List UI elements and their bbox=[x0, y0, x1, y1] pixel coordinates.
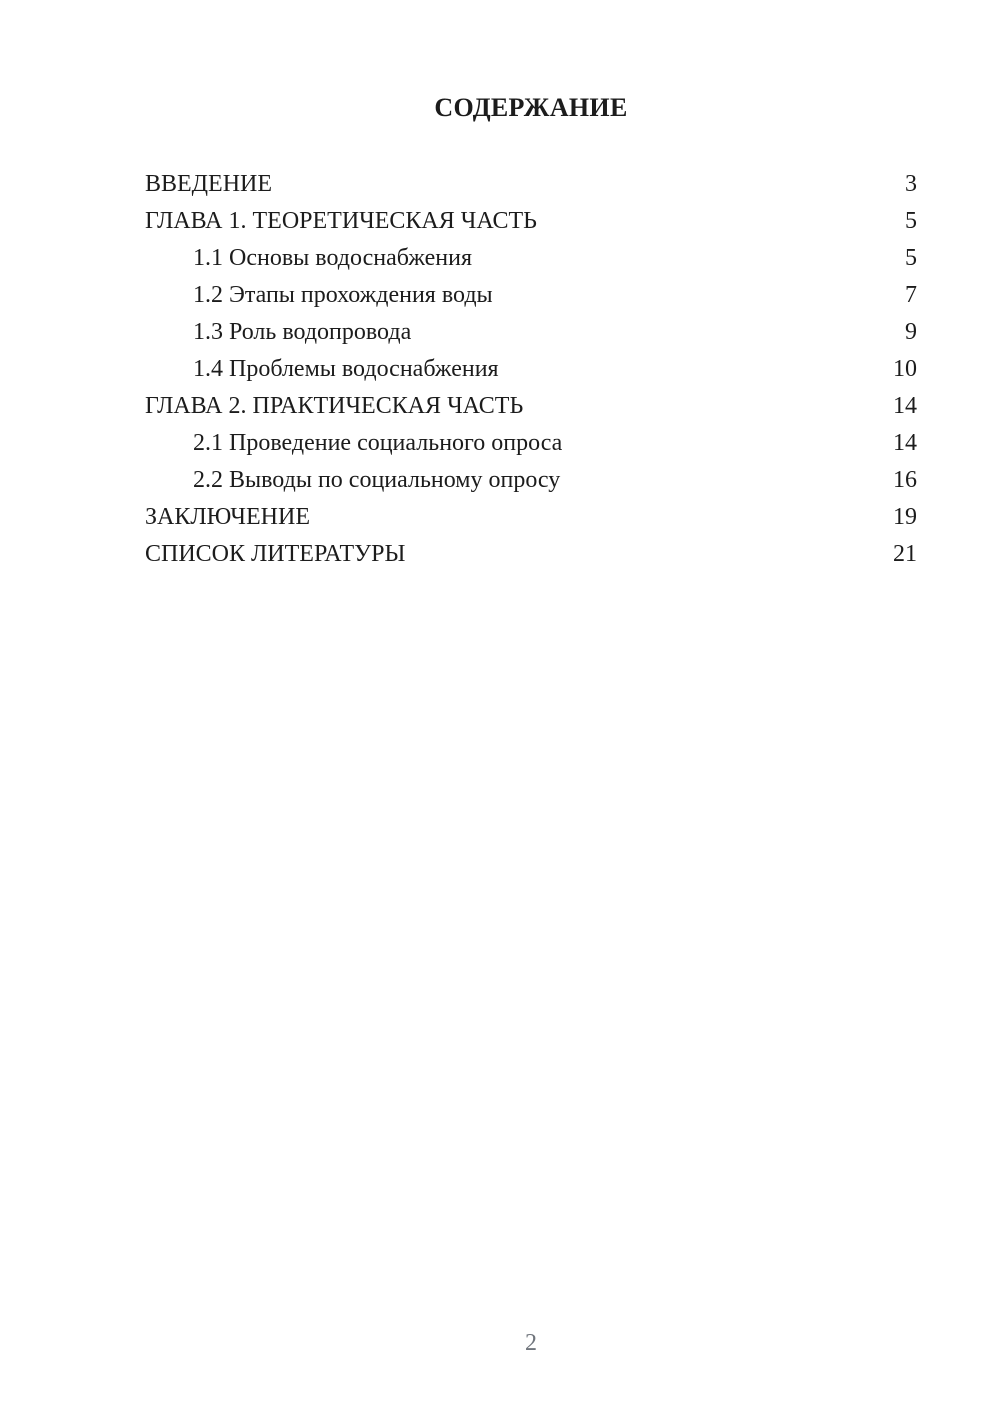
toc-entry-page: 21 bbox=[893, 541, 917, 567]
toc-entry-page: 14 bbox=[893, 430, 917, 456]
toc-entry bbox=[145, 462, 917, 499]
toc-entry-label: 2.2 Выводы по социальному опросу bbox=[193, 467, 561, 493]
toc-entry-page: 19 bbox=[893, 504, 917, 530]
toc-entry-label: СПИСОК ЛИТЕРАТУРЫ bbox=[145, 541, 406, 567]
toc-entry bbox=[145, 351, 917, 388]
toc-entry-label: ВВЕДЕНИЕ bbox=[145, 171, 273, 197]
toc-entry-page: 5 bbox=[905, 208, 917, 234]
toc-entry bbox=[145, 499, 917, 536]
toc-entry-label: 1.3 Роль водопровода bbox=[193, 319, 412, 345]
toc-entry bbox=[145, 536, 917, 573]
toc-entry-page: 9 bbox=[905, 319, 917, 345]
toc-entry bbox=[145, 166, 917, 203]
toc-entry bbox=[145, 314, 917, 351]
toc-entry bbox=[145, 203, 917, 240]
toc-entry bbox=[145, 425, 917, 462]
toc-entry-label: 1.1 Основы водоснабжения bbox=[193, 245, 472, 271]
toc-entry bbox=[145, 388, 917, 425]
toc-entry-page: 3 bbox=[905, 171, 917, 197]
toc-entry-label: 2.1 Проведение социального опроса bbox=[193, 430, 563, 456]
toc-entry bbox=[145, 277, 917, 314]
toc-entry-label: 1.4 Проблемы водоснабжения bbox=[193, 356, 499, 382]
page-number: 2 bbox=[525, 1330, 537, 1356]
toc-entry bbox=[145, 240, 917, 277]
toc-entry-page: 7 bbox=[905, 282, 917, 308]
toc-entry-page: 16 bbox=[893, 467, 917, 493]
table-of-contents bbox=[145, 166, 917, 573]
toc-entry-label: 1.2 Этапы прохождения воды bbox=[193, 282, 493, 308]
toc-entry-page: 10 bbox=[893, 356, 917, 382]
toc-entry-label: ГЛАВА 2. ПРАКТИЧЕСКАЯ ЧАСТЬ bbox=[145, 393, 524, 419]
toc-entry-page: 5 bbox=[905, 245, 917, 271]
page-title: СОДЕРЖАНИЕ bbox=[434, 93, 628, 122]
toc-entry-page: 14 bbox=[893, 393, 917, 419]
toc-entry-label: ГЛАВА 1. ТЕОРЕТИЧЕСКАЯ ЧАСТЬ bbox=[145, 208, 537, 234]
toc-entry-label: ЗАКЛЮЧЕНИЕ bbox=[145, 504, 310, 530]
